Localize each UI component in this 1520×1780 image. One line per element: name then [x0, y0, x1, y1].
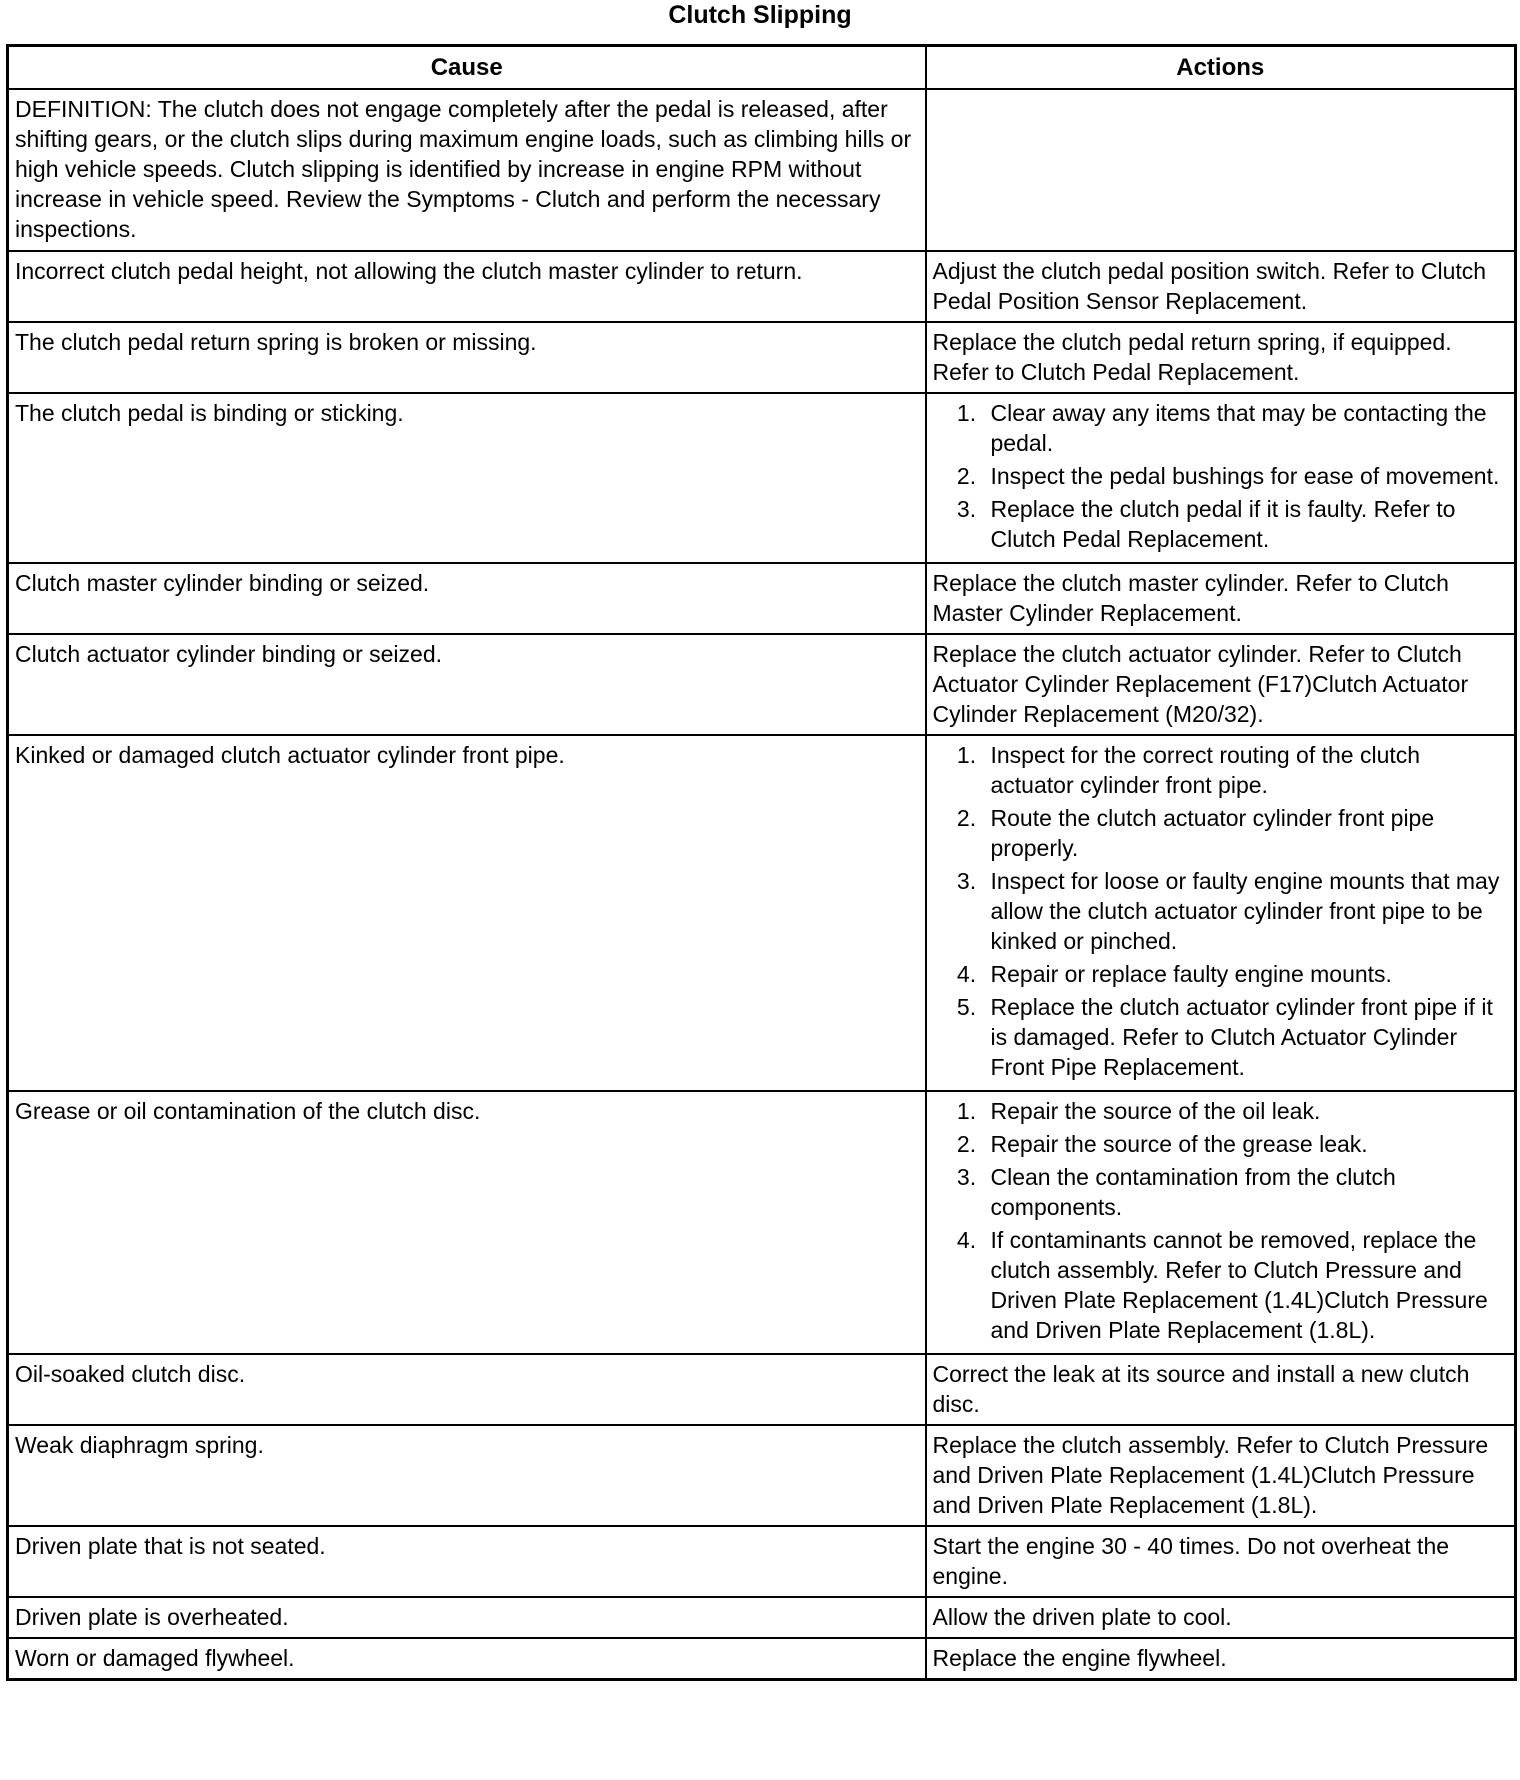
- cause-cell: Kinked or damaged clutch actuator cylinder front pipe.: [8, 735, 926, 1091]
- column-header-actions: Actions: [926, 46, 1516, 90]
- action-cell: Allow the driven plate to cool.: [926, 1597, 1516, 1638]
- cause-cell: The clutch pedal is binding or sticking.: [8, 393, 926, 563]
- action-cell: [926, 1091, 1516, 1354]
- action-step: 4. If contaminants cannot be removed, replace the clutch assembly. Refer to Clutch Pressure and Driven Plate Replacement (1.4L)Clutch Pressure and Driven Plate Replacement (1.8L).: [983, 1225, 1509, 1345]
- action-step: 3. Replace the clutch pedal if it is faulty. Refer to Clutch Pedal Replacement.: [983, 494, 1509, 554]
- action-steps-list: [933, 740, 1509, 1082]
- page-title: Clutch Slipping: [668, 1, 852, 29]
- cause-cell: Worn or damaged flywheel.: [8, 1638, 926, 1680]
- definition-cell: DEFINITION: The clutch does not engage completely after the pedal is released, after shifting gears, or the clutch slips during maximum engine loads, such as climbing hills or high vehicle speeds. Clutch slipping is identified by increase in engine RPM without increase in vehicle speed. Review the Symptoms - Clutch and perform the necessary inspections.: [8, 89, 926, 251]
- table-row: [8, 393, 1516, 563]
- table-row: [8, 563, 1516, 634]
- action-cell: Replace the engine flywheel.: [926, 1638, 1516, 1680]
- cause-cell: The clutch pedal return spring is broken or missing.: [8, 322, 926, 393]
- table-row: [8, 251, 1516, 322]
- action-cell: Replace the clutch assembly. Refer to Clutch Pressure and Driven Plate Replacement (1.4L)Clutch Pressure and Driven Plate Replacement (1.8L).: [926, 1425, 1516, 1526]
- cause-cell: Driven plate is overheated.: [8, 1597, 926, 1638]
- table-header-row: [8, 46, 1516, 90]
- cause-cell: Clutch master cylinder binding or seized.: [8, 563, 926, 634]
- action-step: 1. Clear away any items that may be contacting the pedal.: [983, 398, 1509, 458]
- table-row: [8, 1425, 1516, 1526]
- action-step: 4. Repair or replace faulty engine mounts.: [983, 959, 1509, 989]
- action-cell: [926, 393, 1516, 563]
- action-cell: Start the engine 30 - 40 times. Do not overheat the engine.: [926, 1526, 1516, 1597]
- action-step: 1. Inspect for the correct routing of the clutch actuator cylinder front pipe.: [983, 740, 1509, 800]
- action-cell: Adjust the clutch pedal position switch. Refer to Clutch Pedal Position Sensor Replacement.: [926, 251, 1516, 322]
- table-row: [8, 634, 1516, 735]
- action-steps-list: [933, 1096, 1509, 1345]
- action-cell: [926, 735, 1516, 1091]
- action-step: 2. Repair the source of the grease leak.: [983, 1129, 1509, 1159]
- table-row: [8, 1597, 1516, 1638]
- action-step: 3. Inspect for loose or faulty engine mounts that may allow the clutch actuator cylinder front pipe to be kinked or pinched.: [983, 866, 1509, 956]
- table-row: [8, 1354, 1516, 1425]
- action-step: 2. Inspect the pedal bushings for ease of movement.: [983, 461, 1509, 491]
- troubleshooting-table: [6, 44, 1517, 1681]
- action-step: 5. Replace the clutch actuator cylinder front pipe if it is damaged. Refer to Clutch Actuator Cylinder Front Pipe Replacement.: [983, 992, 1509, 1082]
- cause-cell: Grease or oil contamination of the clutch disc.: [8, 1091, 926, 1354]
- action-cell: Replace the clutch pedal return spring, if equipped. Refer to Clutch Pedal Replacement.: [926, 322, 1516, 393]
- action-step: 1. Repair the source of the oil leak.: [983, 1096, 1509, 1126]
- table-row: [8, 322, 1516, 393]
- column-header-cause: Cause: [8, 46, 926, 90]
- action-step: 3. Clean the contamination from the clutch components.: [983, 1162, 1509, 1222]
- action-cell: Replace the clutch actuator cylinder. Refer to Clutch Actuator Cylinder Replacement (F17)Clutch Actuator Cylinder Replacement (M20/32).: [926, 634, 1516, 735]
- cause-cell: Driven plate that is not seated.: [8, 1526, 926, 1597]
- action-step: 2. Route the clutch actuator cylinder front pipe properly.: [983, 803, 1509, 863]
- action-cell: Correct the leak at its source and install a new clutch disc.: [926, 1354, 1516, 1425]
- cause-cell: Oil-soaked clutch disc.: [8, 1354, 926, 1425]
- table-row: [8, 735, 1516, 1091]
- definition-action-cell: [926, 89, 1516, 251]
- action-cell: Replace the clutch master cylinder. Refer to Clutch Master Cylinder Replacement.: [926, 563, 1516, 634]
- table-row: [8, 1526, 1516, 1597]
- action-steps-list: [933, 398, 1509, 554]
- cause-cell: Weak diaphragm spring.: [8, 1425, 926, 1526]
- table-row: [8, 1091, 1516, 1354]
- definition-row: [8, 89, 1516, 251]
- table-row: [8, 1638, 1516, 1680]
- table-body: [8, 89, 1516, 1680]
- cause-cell: Incorrect clutch pedal height, not allowing the clutch master cylinder to return.: [8, 251, 926, 322]
- cause-cell: Clutch actuator cylinder binding or seized.: [8, 634, 926, 735]
